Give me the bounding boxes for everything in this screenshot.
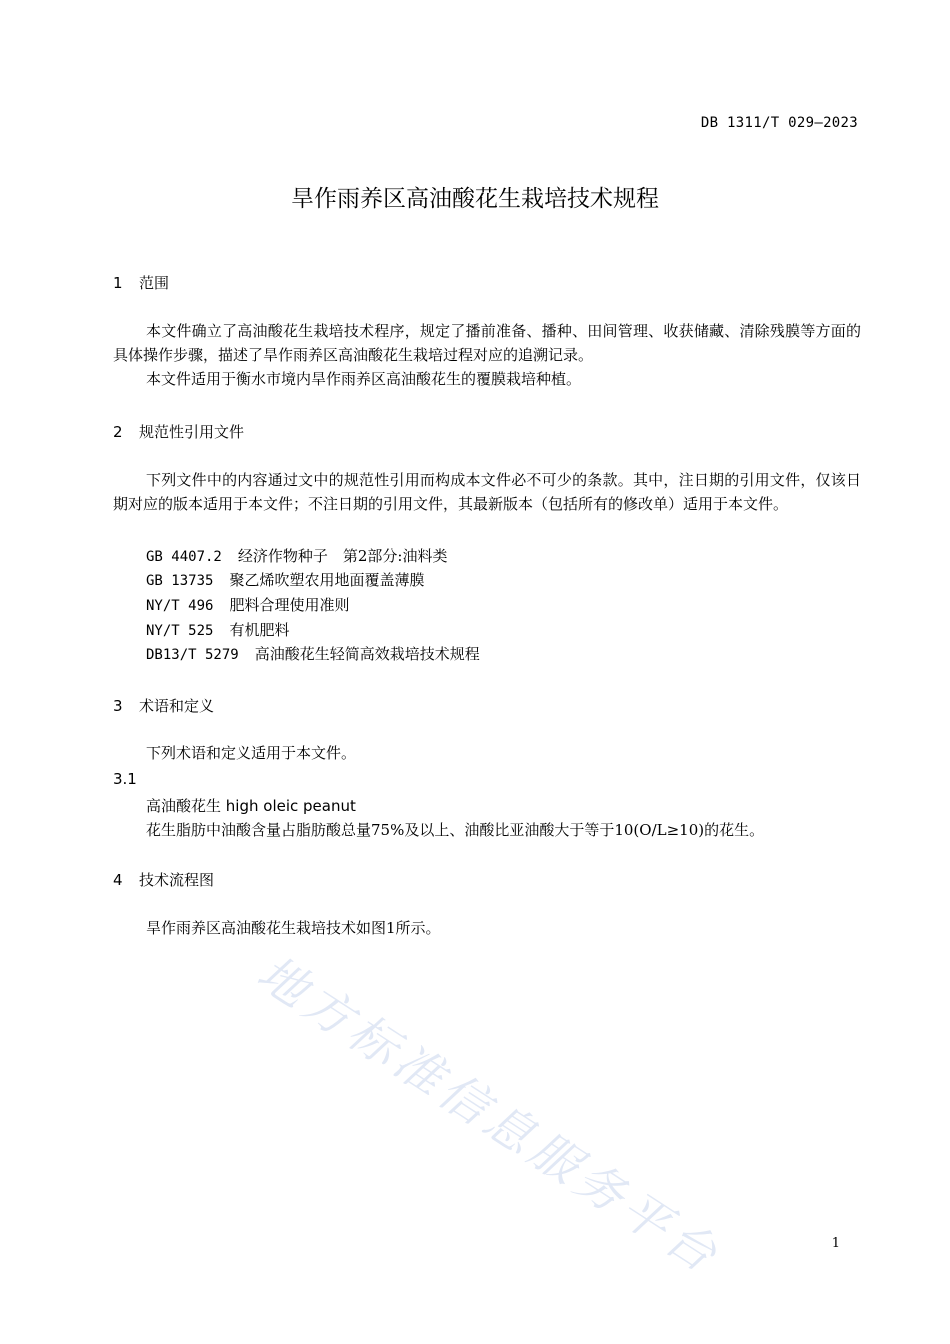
paragraph: 旱作雨养区高油酸花生栽培技术如图1所示。 [146, 919, 441, 937]
section-number: 2 [113, 423, 123, 441]
reference-item [146, 545, 447, 566]
section-4-heading [113, 869, 214, 890]
reference-item [146, 594, 349, 615]
watermark: 地方标准信息服务平台 [247, 944, 731, 1286]
term-english: high oleic peanut [225, 797, 356, 815]
paragraph: 下列术语和定义适用于本文件。 [146, 744, 357, 762]
reference-title: 肥料合理使用准则 [229, 596, 350, 614]
document-title: 旱作雨养区高油酸花生栽培技术规程 [291, 186, 659, 212]
term-definition: 花生脂肪中油酸含量占脂肪酸总量75%及以上、油酸比亚油酸大于等于10(O/L≥10)的花生。 [146, 821, 765, 839]
reference-code: NY/T 496 [146, 598, 214, 614]
section-title: 技术流程图 [139, 871, 215, 889]
page-number: 1 [831, 1236, 840, 1251]
paragraph: 本文件确立了高油酸花生栽培技术程序，规定了播前准备、播种、田间管理、收获储藏、清除残膜等方面的具体操作步骤，描述了旱作雨养区高油酸花生栽培过程对应的追溯记录。 [113, 322, 861, 364]
reference-code: NY/T 525 [146, 623, 214, 639]
section-2-heading [113, 421, 244, 442]
reference-item [146, 569, 424, 590]
reference-item [146, 619, 289, 640]
reference-title: 聚乙烯吹塑农用地面覆盖薄膜 [229, 571, 425, 589]
reference-item [146, 643, 480, 664]
section-3-heading [113, 695, 214, 716]
section-1-body [113, 319, 861, 391]
section-number: 3 [113, 697, 123, 715]
reference-title: 高油酸花生轻简高效栽培技术规程 [254, 645, 480, 663]
section-title: 规范性引用文件 [139, 423, 245, 441]
reference-title: 经济作物种子 第2部分:油料类 [237, 547, 448, 565]
section-number: 4 [113, 871, 123, 889]
reference-title: 有机肥料 [229, 621, 290, 639]
section-3-body [113, 741, 861, 765]
reference-code: GB 4407.2 [146, 549, 222, 565]
section-1-heading [113, 272, 169, 293]
term-heading [146, 795, 356, 816]
paragraph: 下列文件中的内容通过文中的规范性引用而构成本文件必不可少的条款。其中，注日期的引用文件，仅该日期对应的版本适用于本文件；不注日期的引用文件，其最新版本（包括所有的修改单）适用于本文件。 [113, 471, 861, 513]
paragraph: 本文件适用于衡水市境内旱作雨养区高油酸花生的覆膜栽培种植。 [146, 370, 582, 388]
term-chinese: 高油酸花生 [146, 797, 222, 815]
reference-code: DB13/T 5279 [146, 647, 239, 663]
term-number: 3.1 [113, 770, 137, 788]
section-number: 1 [113, 274, 123, 292]
section-4-body [113, 916, 861, 940]
document-number: DB 1311/T 029—2023 [700, 115, 858, 131]
reference-code: GB 13735 [146, 573, 214, 589]
section-title: 术语和定义 [139, 697, 215, 715]
section-title: 范围 [139, 274, 170, 292]
section-2-body [113, 468, 861, 516]
